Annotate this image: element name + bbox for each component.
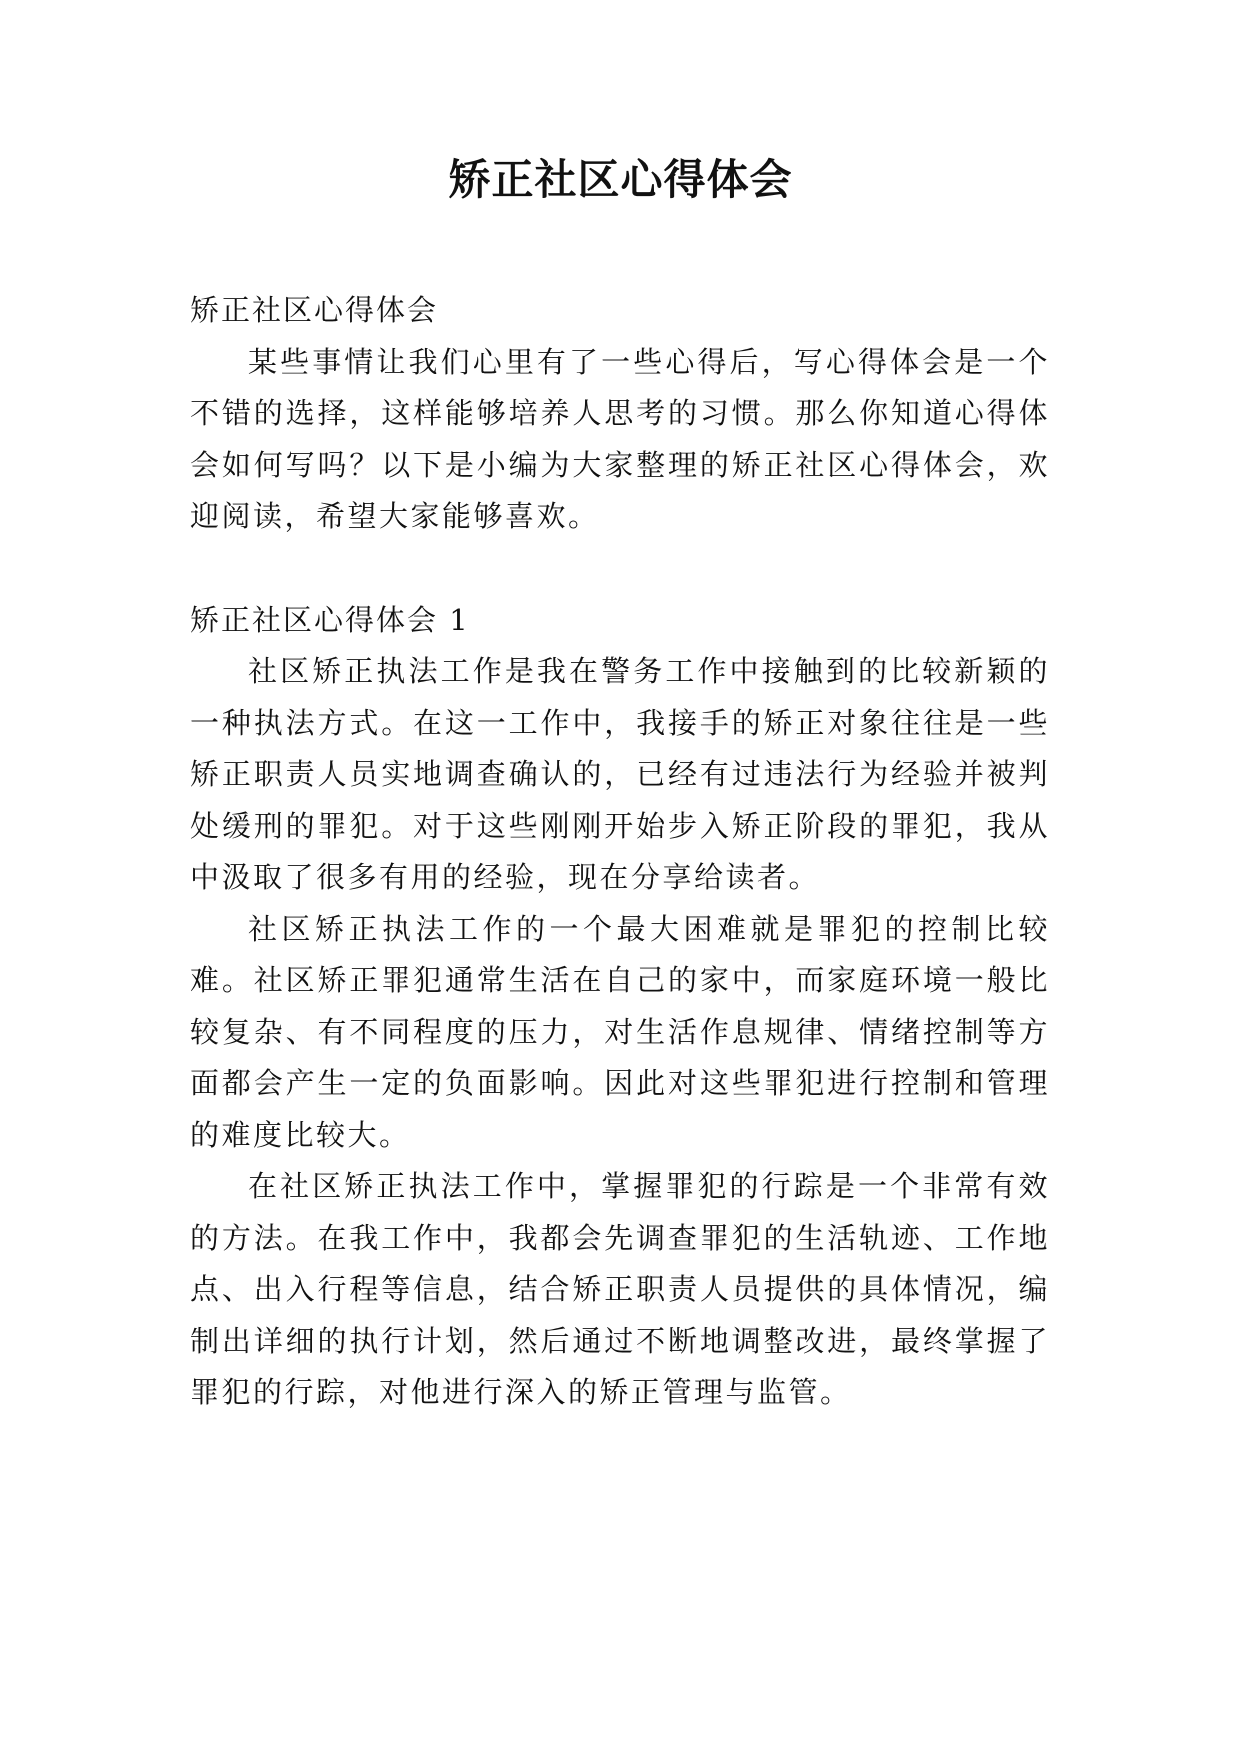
section-1-paragraph-3: 在社区矫正执法工作中，掌握罪犯的行踪是一个非常有效的方法。在我工作中，我都会先调查罪犯的生活轨迹、工作地点、出入行程等信息，结合矫正职责人员提供的具体情况，编制出详细的执行计划，然后通过不断地调整改进，最终掌握了罪犯的行踪，对他进行深入的矫正管理与监管。 [190,1169,1050,1409]
section-1-heading: 矫正社区心得体会 1 [190,602,470,637]
document-title: 矫正社区心得体会 [448,155,793,204]
section-1-paragraph-2: 社区矫正执法工作的一个最大困难就是罪犯的控制比较难。社区矫正罪犯通常生活在自己的家中，而家庭环境一般比较复杂、有不同程度的压力，对生活作息规律、情绪控制等方面都会产生一定的负面影响。因此对这些罪犯进行控制和管理的难度比较大。 [190,911,1050,1152]
intro-heading: 矫正社区心得体会 [190,293,439,327]
document-body [190,285,1050,1419]
intro-paragraph: 某些事情让我们心里有了一些心得后，写心得体会是一个不错的选择，这样能够培养人思考的习惯。那么你知道心得体会如何写吗？以下是小编为大家整理的矫正社区心得体会，欢迎阅读，希望大家能够喜欢。 [190,344,1050,533]
section-1-paragraph-1: 社区矫正执法工作是我在警务工作中接触到的比较新颖的一种执法方式。在这一工作中，我接手的矫正对象往往是一些矫正职责人员实地调查确认的，已经有过违法行为经验并被判处缓刑的罪犯。对于这些刚刚开始步入矫正阶段的罪犯，我从中汲取了很多有用的经验，现在分享给读者。 [190,654,1050,894]
section-spacer [190,543,1050,595]
